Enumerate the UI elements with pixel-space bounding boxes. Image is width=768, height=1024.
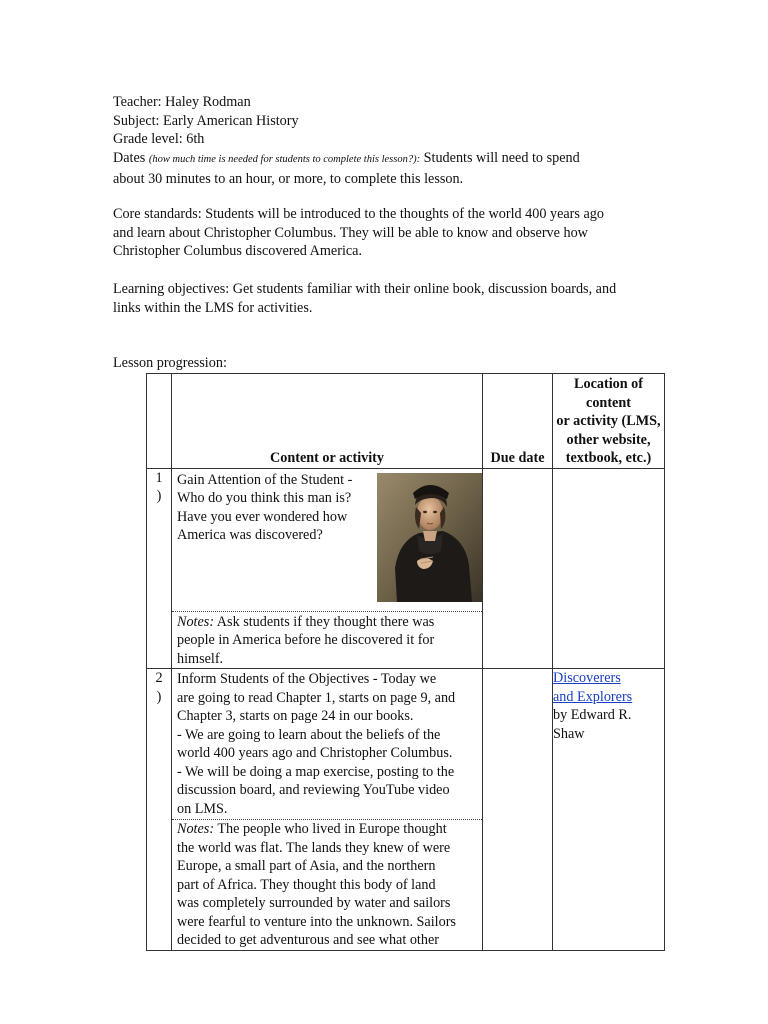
activity-line: Who do you think this man is? xyxy=(177,490,352,506)
notes-line: was completely surrounded by water and sailors xyxy=(177,895,451,911)
book-author-line: by Edward R. xyxy=(553,707,632,723)
activity-line: - We will be doing a map exercise, posting to the xyxy=(177,763,455,780)
activity-text xyxy=(172,469,372,545)
header-location xyxy=(553,374,665,469)
dates-line xyxy=(113,149,658,170)
core-standards-line: Christopher Columbus discovered America. xyxy=(113,243,363,260)
due-date-cell xyxy=(483,669,553,951)
activity-line: Gain Attention of the Student - xyxy=(177,471,353,488)
notes-label: Notes: xyxy=(177,613,215,630)
learning-objectives-line: Learning objectives: Get students familiar with their online book, discussion boards, and xyxy=(113,281,617,297)
notes-block xyxy=(172,612,482,669)
header-location-line: or activity (LMS, xyxy=(556,413,661,429)
learning-objectives xyxy=(113,280,658,317)
teacher-line: Teacher: Haley Rodman xyxy=(113,94,251,110)
table-row xyxy=(147,669,665,951)
activity-line: Have you ever wondered how xyxy=(177,508,348,525)
columbus-portrait-image xyxy=(377,473,482,602)
lesson-progression-label: Lesson progression: xyxy=(113,355,227,371)
notes-line: the world was flat. The lands they knew of were xyxy=(177,839,451,856)
due-date-cell xyxy=(483,468,553,669)
location-cell xyxy=(553,468,665,669)
core-standards-line: and learn about Christopher Columbus. They will be able to know and observe how xyxy=(113,224,588,241)
activity-line: - We are going to learn about the beliefs of the xyxy=(177,726,441,743)
activity-block xyxy=(172,669,482,820)
table-row xyxy=(147,468,665,669)
activity-line: Chapter 3, starts on page 24 in our books. xyxy=(177,708,414,724)
core-standards-line: Core standards: Students will be introduced to the thoughts of the world 400 years ago xyxy=(113,206,604,222)
dates-hint: (how much time is needed for students to complete this lesson?): xyxy=(148,154,421,166)
subject-line: Subject: Early American History xyxy=(113,112,299,129)
activity-line: on LMS. xyxy=(177,800,228,817)
row-number-paren: ) xyxy=(156,688,162,705)
content-cell xyxy=(172,669,483,951)
learning-objectives-line: links within the LMS for activities. xyxy=(113,299,313,316)
notes-line xyxy=(177,820,478,839)
notes-label: Notes: xyxy=(177,821,215,837)
notes-line: part of Africa. They thought this body of land xyxy=(177,876,436,893)
activity-line: discussion board, and reviewing YouTube video xyxy=(177,782,450,798)
row-number xyxy=(147,669,172,951)
dates-label: Dates xyxy=(113,150,146,167)
activity-block xyxy=(172,469,482,612)
notes-text: Ask students if they thought there was xyxy=(214,613,435,630)
table-header-row xyxy=(147,374,665,469)
notes-line: people in America before he discovered it for xyxy=(177,632,435,648)
dates-line-2: about 30 minutes to an hour, or more, to complete this lesson. xyxy=(113,170,464,187)
notes-line: Europe, a small part of Asia, and the northern xyxy=(177,858,436,874)
book-link-line[interactable]: and Explorers xyxy=(553,688,633,705)
activity-line: world 400 years ago and Christopher Columbus. xyxy=(177,745,453,761)
notes-line: himself. xyxy=(177,650,224,667)
content-cell xyxy=(172,468,483,669)
row-number xyxy=(147,468,172,669)
lesson-table xyxy=(146,373,665,951)
grade-line: Grade level: 6th xyxy=(113,131,205,148)
header-due-date: Due date xyxy=(483,374,553,469)
core-standards xyxy=(113,205,658,261)
book-link-line[interactable]: Discoverers xyxy=(553,670,621,686)
notes-line xyxy=(177,613,478,632)
row-number-digit: 2 xyxy=(155,670,163,686)
row-number-digit: 1 xyxy=(155,469,163,486)
header-num-cell xyxy=(147,374,172,469)
location-cell xyxy=(553,669,665,951)
activity-line: Inform Students of the Objectives - Today we xyxy=(177,671,437,687)
lesson-header xyxy=(113,93,658,189)
header-content: Content or activity xyxy=(172,374,483,469)
notes-line: were fearful to venture into the unknown. Sailors xyxy=(177,913,456,930)
activity-line: are going to read Chapter 1, starts on page 9, and xyxy=(177,689,456,706)
dates-text-1: Students will need to spend xyxy=(420,150,580,167)
notes-line: decided to get adventurous and see what other xyxy=(177,932,439,948)
row-number-paren: ) xyxy=(156,488,162,504)
book-link[interactable] xyxy=(553,669,664,706)
header-location-line: Location of content xyxy=(574,376,643,411)
header-location-line: textbook, etc.) xyxy=(565,450,652,466)
notes-block xyxy=(172,820,482,950)
header-location-line: other website, xyxy=(566,431,651,448)
activity-line: America was discovered? xyxy=(177,527,323,543)
notes-text: The people who lived in Europe thought xyxy=(214,821,447,837)
book-author-line: Shaw xyxy=(553,725,585,742)
